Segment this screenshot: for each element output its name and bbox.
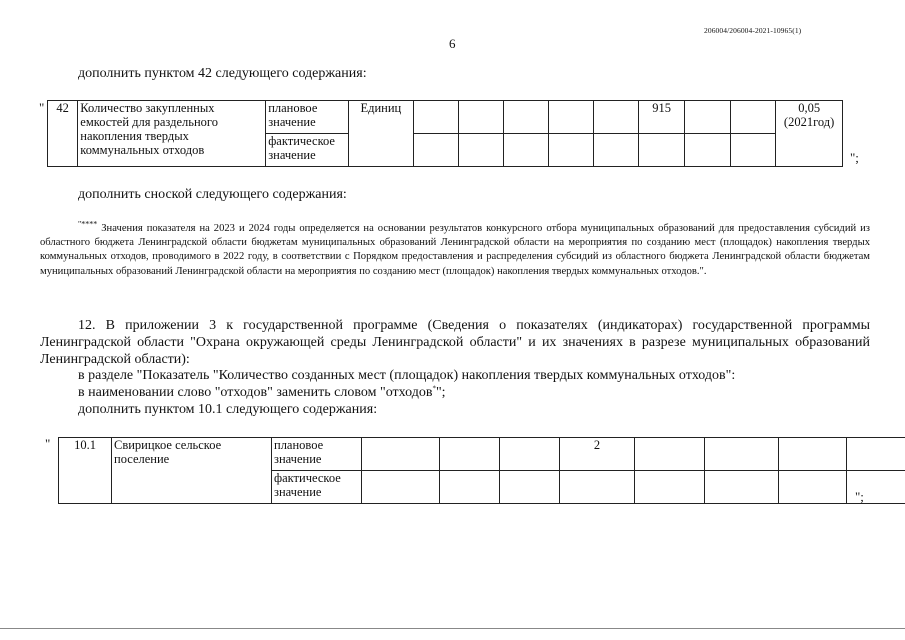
table1-row-number: 42: [48, 101, 78, 167]
table2-cell: [500, 471, 560, 504]
table1-cell: [730, 134, 775, 167]
section-12-line3: дополнить пунктом 10.1 следующего содержания:: [78, 402, 378, 417]
table2-cell: [635, 438, 705, 471]
table1-open-quote: ": [39, 100, 45, 115]
footnote-text: [40, 219, 870, 279]
section-12-line2: [78, 384, 446, 401]
table2-cell: [362, 438, 440, 471]
table1-cell: [549, 134, 594, 167]
table2-row-number: 10.1: [59, 438, 112, 504]
table2-planned-label: плановое значение: [272, 438, 362, 471]
table2-cell: [847, 438, 905, 471]
table1-cell: [413, 101, 458, 134]
footnote-asterisk: *: [432, 384, 436, 393]
table2-value-2022: 2: [560, 438, 635, 471]
table1-actual-label: фактическое значение: [266, 134, 349, 167]
table1-indicator-name: Количество закупленных емкостей для раздельного накопления твердых коммунальных отходов: [78, 101, 266, 167]
footnote-body: Значения показателя на 2023 и 2024 годы определяется на основании результатов конкурсного отбора муниципальных образований для предоставления субсидий из областного бюджета Ленинградской области бюджетам муниципальных образований Ленинградской области на мероприятия по созданию мест (площадок) накопления твердых коммунальных отходов, проводимого в 2022 году, в соответствии с Порядком предоставления и распределения субсидий из областного бюджета Ленинградской области бюджетам муниципальных образований Ленинградской области на мероприятия по созданию мест (площадок) накопления твердых коммунальных отходов.".: [40, 223, 870, 277]
table1-cell: [503, 101, 548, 134]
table1-cell: [594, 134, 638, 167]
table2-cell: [560, 471, 635, 504]
table1-cell: [549, 101, 594, 134]
section-12-line2-text: в наименовании слово "отходов" заменить словом "отходов: [78, 385, 433, 400]
indicator-table-42: [47, 100, 843, 167]
indicator-table-10-1: [58, 437, 905, 504]
table2-cell: [705, 471, 779, 504]
table2-cell: [500, 438, 560, 471]
table2-cell: [362, 471, 440, 504]
table1-last-value: 0,05 (2021год): [776, 101, 843, 167]
table1-close-quote: ";: [850, 150, 859, 165]
table1-cell: [594, 101, 638, 134]
table2-cell: [635, 471, 705, 504]
table2-open-quote: ": [45, 436, 51, 451]
table2-cell: [779, 438, 847, 471]
table2-cell: [705, 438, 779, 471]
table1-cell: [685, 101, 730, 134]
table2-cell: [440, 438, 500, 471]
table1-cell: [730, 101, 775, 134]
table1-cell: [503, 134, 548, 167]
table1-cell: [459, 134, 503, 167]
document-code: 206004/206004-2021-10965(1): [704, 26, 802, 35]
intro-add-footnote: дополнить сноской следующего содержания:: [78, 187, 347, 202]
table2-cell: [779, 471, 847, 504]
footnote-marker: "****: [78, 219, 98, 229]
table1-unit: Единиц: [349, 101, 414, 167]
intro-add-item-42: дополнить пунктом 42 следующего содержания:: [78, 66, 367, 81]
section-12-line1: в разделе "Показатель "Количество созданных мест (площадок) накопления твердых коммунальных отходов":: [78, 368, 736, 383]
table1-cell: [413, 134, 458, 167]
page-number: 6: [449, 36, 456, 51]
table1-cell: [638, 134, 684, 167]
table1-cell: [685, 134, 730, 167]
section-12-paragraph: 12. В приложении 3 к государственной программе (Сведения о показателях (индикаторах) государственной программы Ленинградской области "Охрана окружающей среды Ленинградской области" и их значениях в разрезе муниципальных образований Ленинградской области):: [40, 318, 870, 367]
table1-cell: [459, 101, 503, 134]
table1-value-2022: 915: [638, 101, 684, 134]
table2-close-quote: ";: [855, 489, 864, 504]
section-12-line2-end: ";: [435, 385, 446, 400]
table2-actual-label: фактическое значение: [272, 471, 362, 504]
table1-planned-label: плановое значение: [266, 101, 349, 134]
table2-cell: [440, 471, 500, 504]
page-bottom-edge: [0, 628, 905, 629]
table2-municipality-name: Свирицкое сельское поселение: [112, 438, 272, 504]
